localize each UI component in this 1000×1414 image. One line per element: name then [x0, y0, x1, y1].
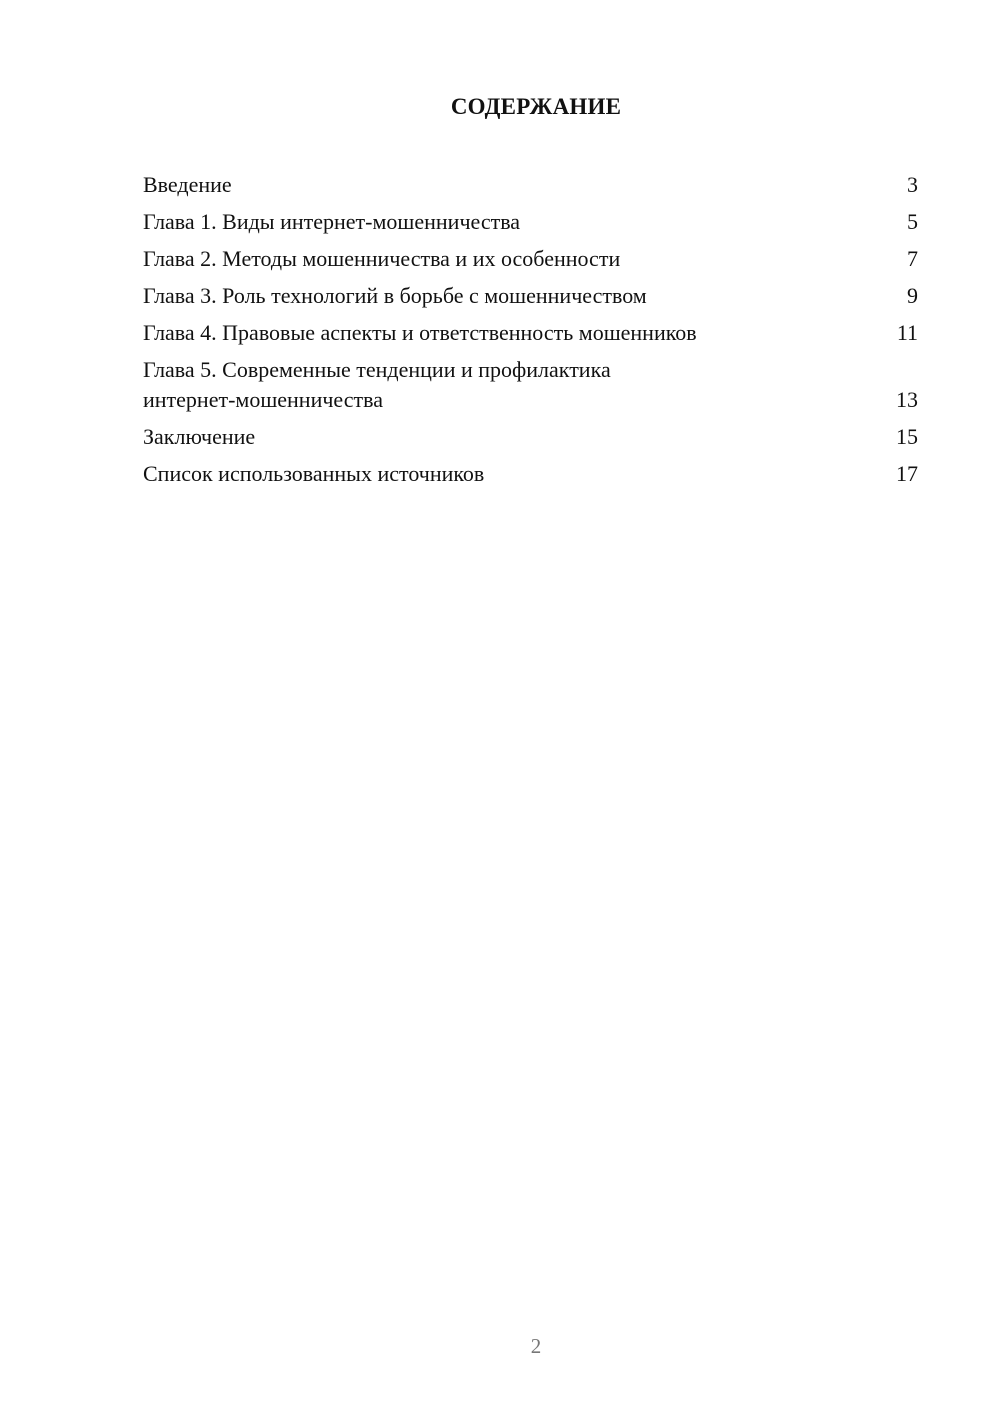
- toc-entry-title: Глава 3. Роль технологий в борьбе с мошенничеством: [143, 283, 647, 308]
- toc-entry-introduction[interactable]: [143, 170, 918, 200]
- toc-entry-title: Глава 2. Методы мошенничества и их особенности: [143, 246, 621, 271]
- toc-entry-title: Глава 5. Современные тенденции и профилактика интернет-мошенничества: [143, 357, 611, 412]
- toc-entry-title: Глава 1. Виды интернет-мошенничества: [143, 209, 521, 234]
- toc-entry-page: 9: [907, 283, 918, 308]
- toc-entry-title: Список использованных источников: [143, 461, 485, 486]
- toc-entry-title: Введение: [143, 172, 232, 197]
- page-title: СОДЕРЖАНИЕ: [450, 94, 622, 119]
- toc-entry-references[interactable]: [143, 459, 918, 489]
- toc-entry-page: 15: [896, 424, 918, 449]
- toc-entry-title: Глава 4. Правовые аспекты и ответственность мошенников: [143, 320, 697, 345]
- toc-entry-chapter-3[interactable]: [143, 281, 918, 311]
- toc-entry-chapter-5[interactable]: [143, 355, 918, 415]
- toc-entry-page: 3: [907, 172, 918, 197]
- toc-entry-chapter-4[interactable]: [143, 318, 918, 348]
- toc-entry-page: 5: [907, 209, 918, 234]
- toc-entry-page: 7: [907, 246, 918, 271]
- toc-entry-page: 11: [896, 320, 918, 345]
- toc-entry-chapter-1[interactable]: [143, 207, 918, 237]
- toc-entry-chapter-2[interactable]: [143, 244, 918, 274]
- toc-entry-title: Заключение: [143, 424, 256, 449]
- toc-entry-page: 17: [896, 461, 918, 486]
- page-number: 2: [530, 1334, 542, 1358]
- toc-entry-conclusion[interactable]: [143, 422, 918, 452]
- toc-entry-page: 13: [896, 387, 918, 412]
- table-of-contents: [143, 170, 918, 496]
